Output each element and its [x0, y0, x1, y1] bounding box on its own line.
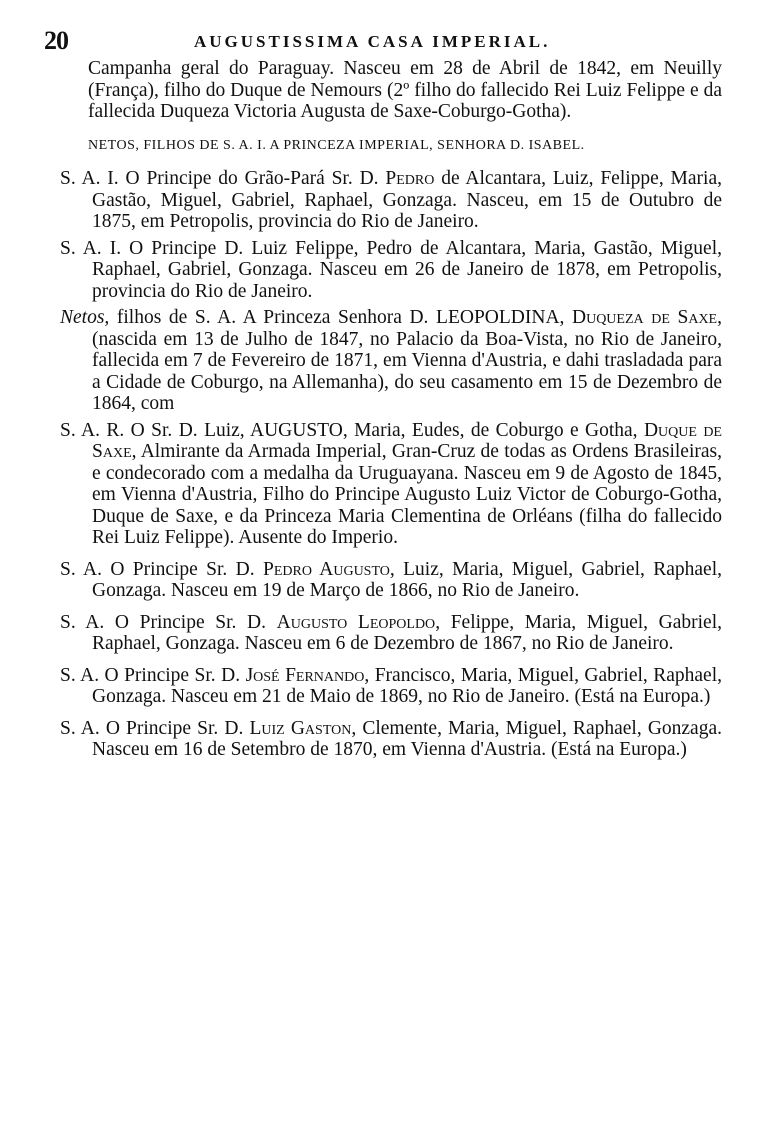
entry-prefix: S. A. O Principe Sr. D.	[60, 611, 277, 633]
intro-continuation: Campanha geral do Paraguay. Nasceu em 28 de Abril de 1842, em Neuilly (França), filho do Duque de Nemours (2º filho do fallecido Rei Luiz Felippe e da fallecida Duqueza Victoria Augusta de Saxe-Coburgo-Gotha).	[88, 58, 722, 122]
entry-rest: , Luiz, Maria, Miguel, Gabriel, Raphael, Gonzaga. Nasceu em 19 de Março de 1866, no Rio de Janeiro.	[92, 558, 722, 601]
entry-prefix: S. A. O Principe Sr. D.	[60, 664, 246, 686]
running-head: AUGUSTISSIMA CASA IMPERIAL.	[194, 32, 551, 51]
entry-name: Pedro	[385, 168, 435, 189]
entry-pedro-de-alcantara	[52, 168, 722, 233]
entry-part1: S. A. R. O Sr. D. Luiz, AUGUSTO, Maria, Eudes, de Coburgo e Gotha,	[60, 419, 644, 441]
entry-rest: , Felippe, Maria, Miguel, Gabriel, Raphael, Gonzaga. Nasceu em 6 de Dezembro de 1867, no Rio de Janeiro.	[92, 611, 723, 654]
page-header	[44, 26, 724, 60]
page-number: 20	[44, 26, 68, 55]
entry-pedro-augusto	[52, 559, 722, 602]
entry-rest: , Clemente, Maria, Miguel, Raphael, Gonzaga. Nasceu em 16 de Setembro de 1870, em Vienna d'Austria. (Está na Europa.)	[92, 717, 722, 760]
entry-prefix: S. A. I. O Principe do Grão-Pará Sr. D.	[60, 168, 386, 189]
entry-prefix: S. A. O Principe Sr. D.	[60, 558, 264, 580]
entry-netos-leopoldina	[52, 307, 722, 415]
section-heading: NETOS, FILHOS DE S. A. I. A PRINCEZA IMPERIAL, SENHORA D. ISABEL.	[88, 137, 585, 153]
entry-part1: filhos de S. A. A Princeza Senhora D. LEOPOLDINA,	[109, 307, 572, 328]
entry-prefix: S. A. O Principe Sr. D.	[60, 717, 250, 739]
entry-name: José Fernando	[245, 664, 365, 686]
entry-rest: , Francisco, Maria, Miguel, Gabriel, Raphael, Gonzaga. Nasceu em 21 de Maio de 1869, no Rio de Janeiro. (Está na Europa.)	[92, 664, 722, 707]
entry-name: Luiz Gaston	[249, 717, 352, 739]
entry-title: Duque de Saxe	[92, 419, 722, 462]
entry-part2: , (nascida em 13 de Julho de 1847, no Palacio da Boa-Vista, no Rio de Janeiro, fallecida em 7 de Fevereiro de 1871, em Vienna d'Austria, e dahi trasladada para a Cidade de Coburgo, na Allemanha), do seu casamento em 15 de Dezembro de 1864, com	[92, 307, 722, 414]
entry-augusto-leopoldo	[52, 612, 722, 655]
entry-name: Pedro Augusto	[263, 558, 390, 580]
entry-luiz-augusto	[52, 420, 722, 549]
entry-jose-fernando	[52, 665, 722, 708]
entry-lead: Netos,	[60, 307, 110, 328]
entry-title: Duqueza de Saxe	[572, 307, 718, 328]
entry-luiz-gaston	[52, 718, 722, 761]
entry-luiz-felippe: S. A. I. O Principe D. Luiz Felippe, Pedro de Alcantara, Maria, Gastão, Miguel, Raphael, Gabriel, Gonzaga. Nasceu em 26 de Janeiro de 1878, em Petropolis, provincia do Rio de Janeiro.	[60, 237, 722, 302]
entry-rest: de Alcantara, Luiz, Felippe, Maria, Gastão, Miguel, Gabriel, Raphael, Gonzaga. Nasceu, em 15 de Outubro de 1875, em Petropolis, provincia do Rio de Janeiro.	[92, 168, 722, 232]
entry-name: Augusto Leopoldo	[276, 611, 436, 633]
entry-part2: , Almirante da Armada Imperial, Gran-Cruz de todas as Ordens Brasileiras, e condecorado com a medalha da Uruguayana. Nasceu em 9 de Agosto de 1845, em Vienna d'Austria, Filho do Principe Augusto Luiz Victor de Coburgo-Gotha, Duque de Saxe, e da Princeza Maria Clementina de Orléans (filha do fallecido Rei Luiz Felippe). Ausente do Imperio.	[92, 441, 722, 548]
text-block	[52, 58, 722, 766]
